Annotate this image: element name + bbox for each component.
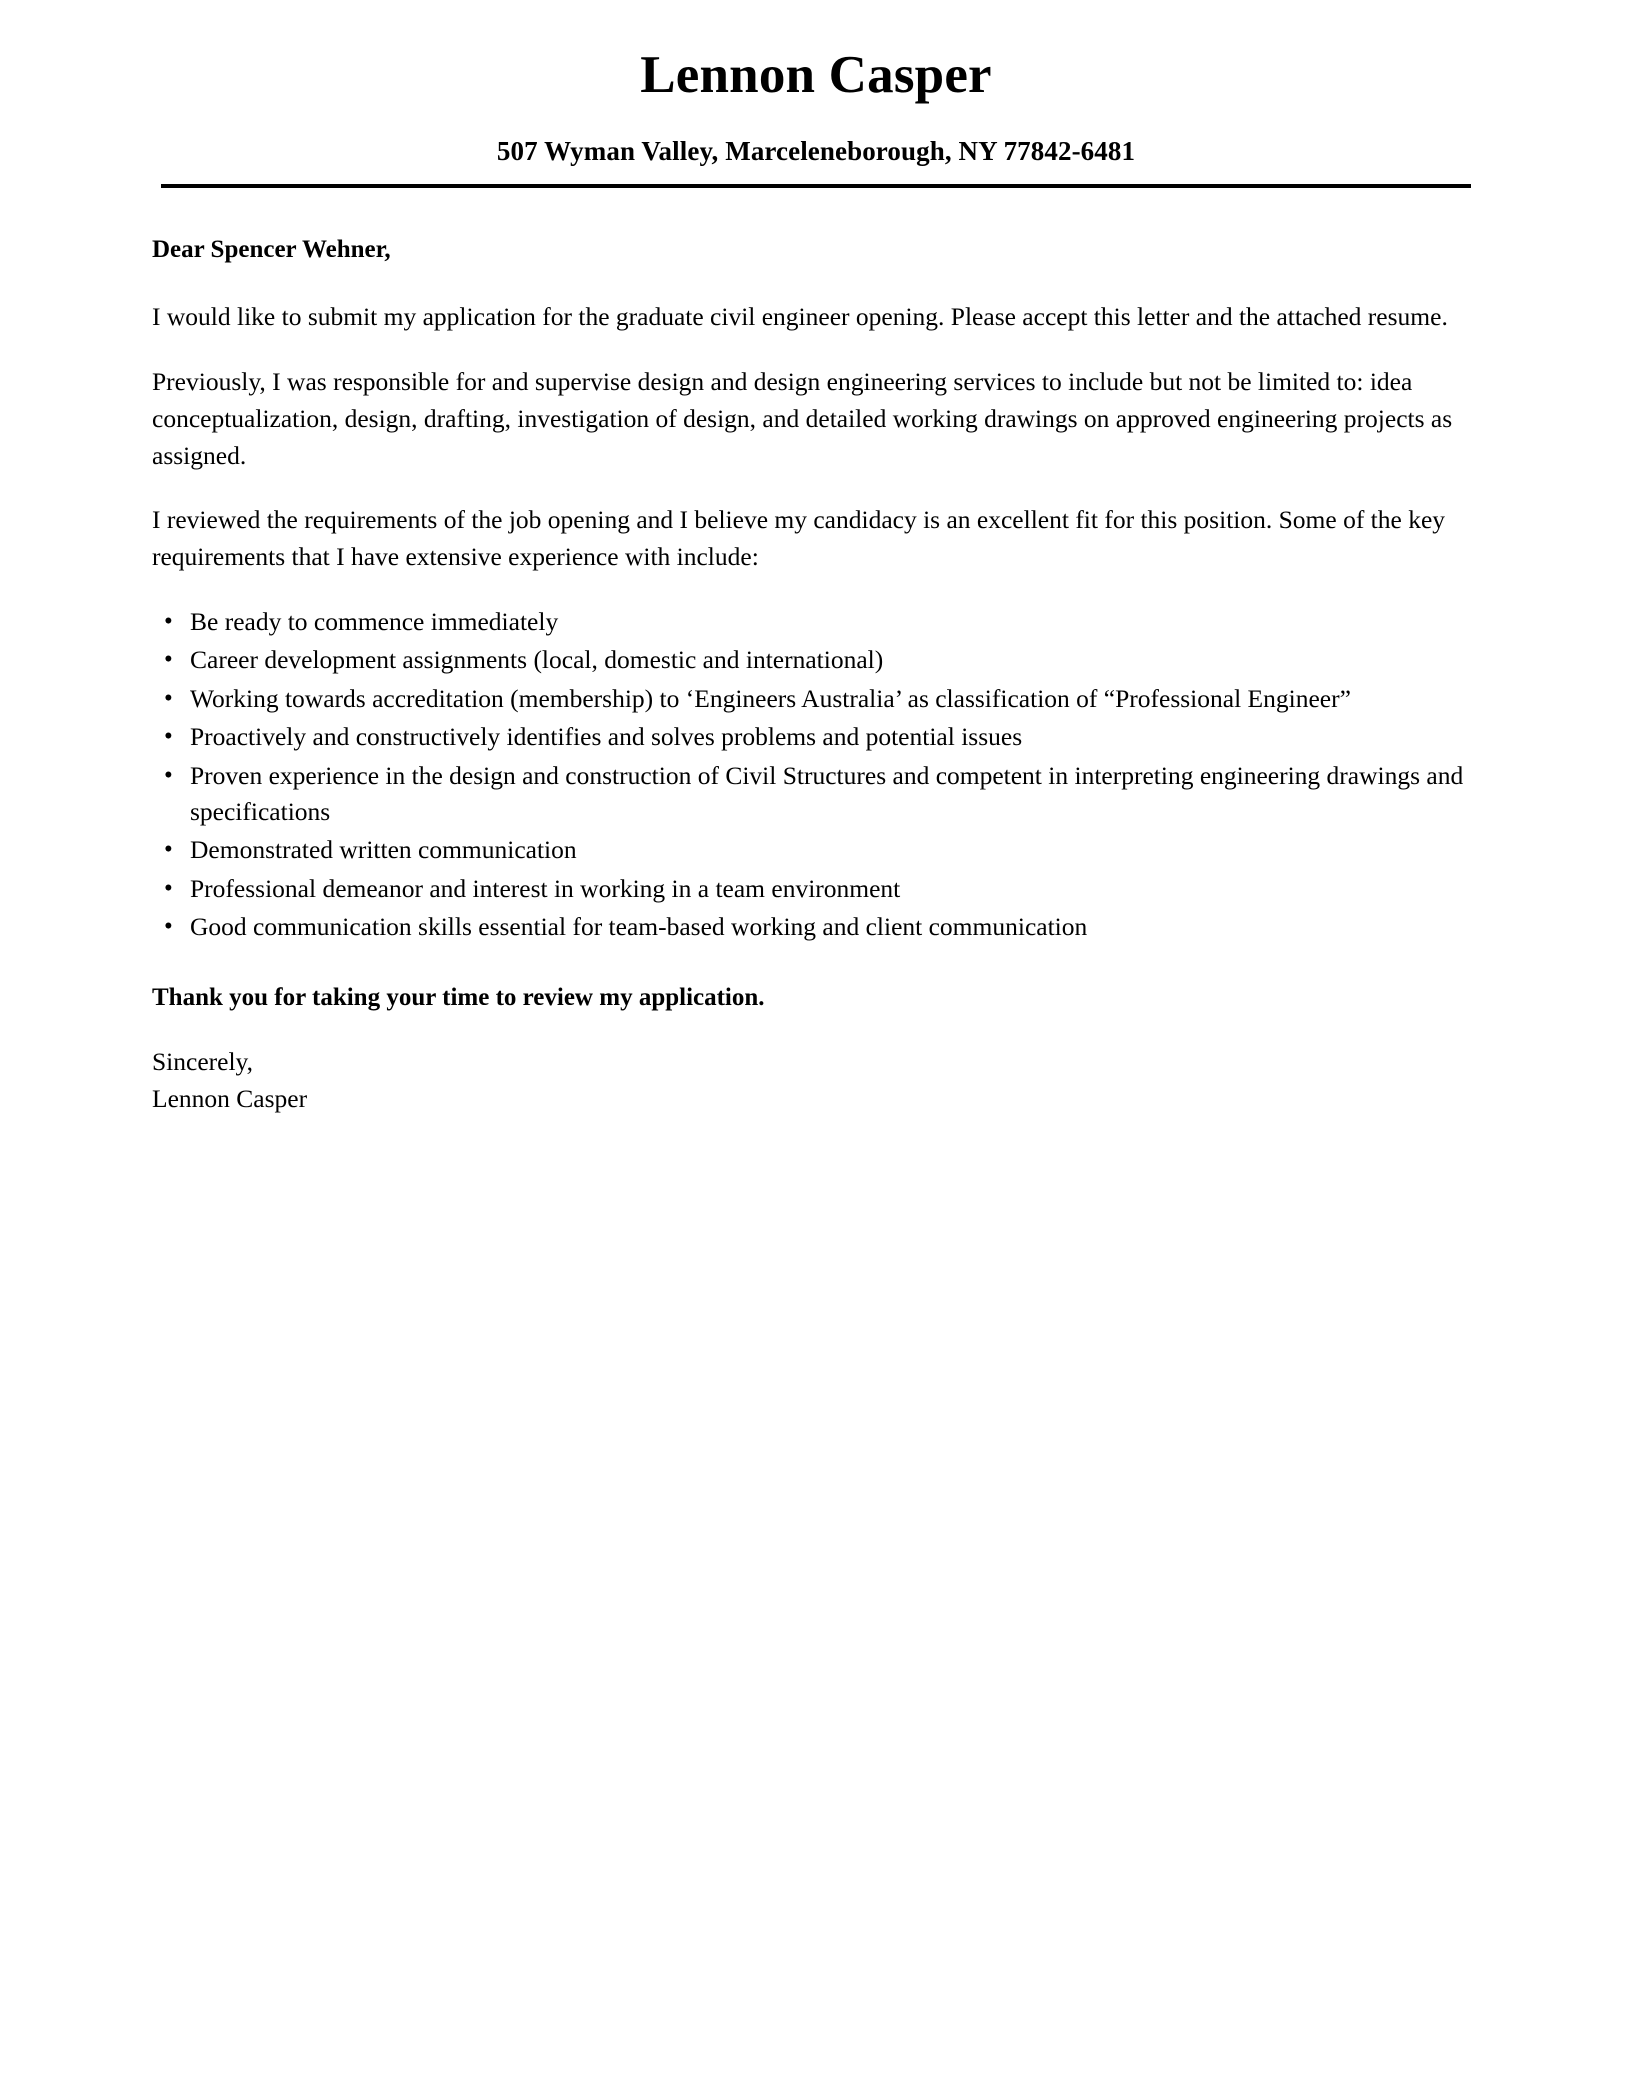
qualifications-list: [152, 604, 1467, 946]
salutation: Dear Spencer Wehner,: [152, 235, 391, 263]
list-item: [152, 758, 1467, 831]
address-line: 507 Wyman Valley, Marceleneborough, NY 77842-6481: [496, 135, 1136, 166]
paragraph-requirements: I reviewed the requirements of the job opening and I believe my candidacy is an excellent fit for this position. Some of the key requirements that I have extensive experience with include:: [152, 505, 1446, 572]
letterhead: [0, 0, 1632, 188]
paragraph-intro: I would like to submit my application for the graduate civil engineer opening. Please accept this letter and the attached resume.: [152, 302, 1448, 332]
signoff-name: Lennon Casper: [152, 1083, 308, 1113]
list-item: [152, 832, 1467, 868]
list-item-label: Good communication skills essential for team-based working and client communication: [190, 912, 1088, 942]
list-item: [152, 604, 1467, 640]
list-item-label: Professional demeanor and interest in working in a team environment: [190, 873, 901, 903]
bullet-icon: •: [164, 684, 173, 712]
list-item-label: Proactively and constructively identifies and solves problems and potential issues: [190, 722, 1023, 752]
list-item: [152, 909, 1467, 945]
bullet-icon: •: [164, 836, 173, 864]
page-title: Lennon Casper: [640, 46, 992, 104]
list-item: [152, 871, 1467, 907]
list-item: [152, 719, 1467, 755]
list-item-label: Working towards accreditation (membership) to ‘Engineers Australia’ as classification of “Professional Engineer”: [190, 683, 1351, 713]
signoff: Sincerely,: [152, 1047, 254, 1077]
bullet-icon: •: [164, 646, 173, 674]
list-item-label: Proven experience in the design and construction of Civil Structures and competent in interpreting engineering drawings and specifications: [190, 760, 1464, 826]
list-item: [152, 642, 1467, 678]
list-item-label: Demonstrated written communication: [190, 835, 577, 865]
bullet-icon: •: [164, 761, 173, 789]
letter-body: [152, 188, 1467, 1117]
list-item-label: Be ready to commence immediately: [190, 606, 559, 636]
paragraph-experience: Previously, I was responsible for and supervise design and design engineering services to include but not be limited to: idea conceptualization, design, drafting, investigation of design, and detailed working drawings on approved engineering projects as assigned.: [152, 367, 1453, 470]
bullet-icon: •: [164, 723, 173, 751]
bullet-icon: •: [164, 874, 173, 902]
list-item-label: Career development assignments (local, domestic and international): [190, 645, 884, 675]
bullet-icon: •: [164, 607, 173, 635]
list-item: [152, 681, 1467, 717]
closing-thanks: Thank you for taking your time to review my application.: [152, 983, 765, 1011]
bullet-icon: •: [164, 913, 173, 941]
